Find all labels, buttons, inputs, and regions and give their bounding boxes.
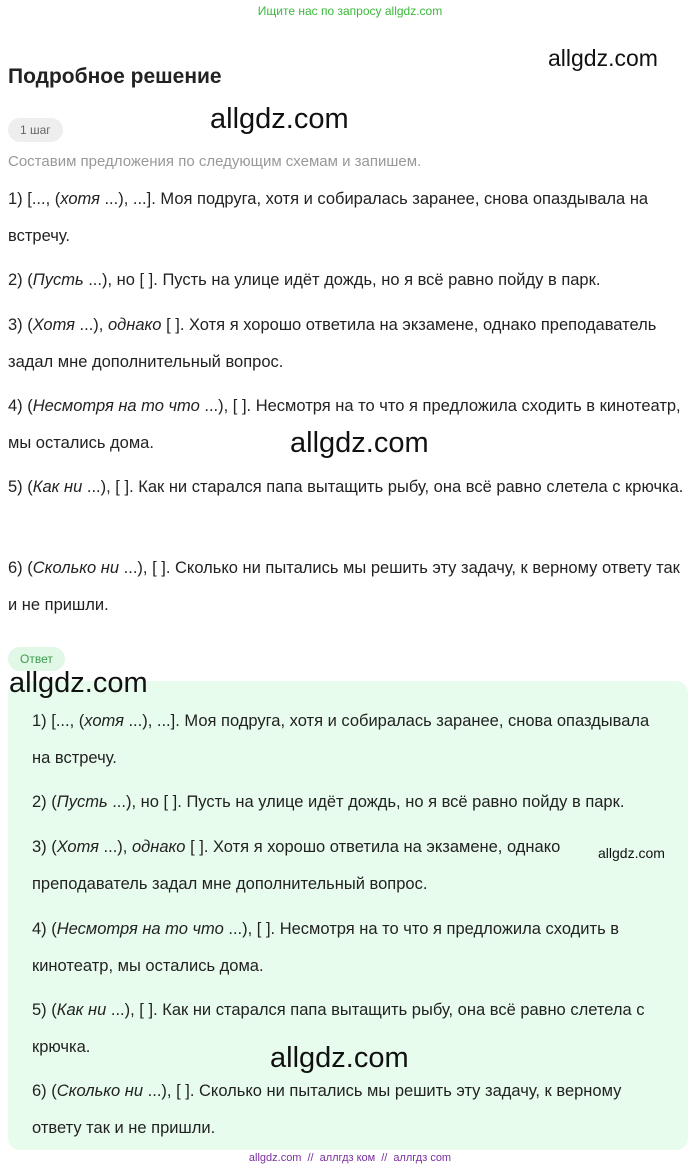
watermark: allgdz.com [210,103,349,135]
solution-item: 4) (Несмотря на то что ...), [ ]. Несмотря на то что я предложила сходить в кинотеатр, мы остались дома. [8,397,681,452]
answer-item: 4) (Несмотря на то что ...), [ ]. Несмотря на то что я предложила сходить в кинотеатр, мы остались дома. [32,920,620,975]
footer-separator: // [381,1152,388,1164]
watermark: allgdz.com [598,845,665,861]
solution-item: 6) (Сколько ни ...), [ ]. Сколько ни пытались мы решить эту задачу, к верному ответу так и не пришли. [8,559,680,614]
answer-item: 2) (Пусть ...), но [ ]. Пусть на улице идёт дождь, но я всё равно пойду в парк. [32,793,625,811]
solution-item: 2) (Пусть ...), но [ ]. Пусть на улице идёт дождь, но я всё равно пойду в парк. [8,271,601,289]
footer-link[interactable]: аллгдз com [393,1152,452,1164]
answer-badge: Ответ [8,647,65,671]
watermark: allgdz.com [270,1042,409,1074]
watermark: allgdz.com [290,427,429,459]
answer-item: 3) (Хотя ...), однако [ ]. Хотя я хорошо ответила на экзамене, однако преподаватель задал мне дополнительный вопрос. [32,838,561,893]
footer [0,1152,700,1164]
answer-item: 1) [..., (хотя ...), ...]. Моя подруга, хотя и собиралась заранее, снова опаздывала на встречу. [32,712,650,767]
answer-item: 6) (Сколько ни ...), [ ]. Сколько ни пытались мы решить эту задачу, к верному ответу так и не пришли. [32,1082,622,1137]
page-title: Подробное решение [8,65,222,88]
watermark: allgdz.com [9,667,148,699]
answer-item: 5) (Как ни ...), [ ]. Как ни старался папа вытащить рыбу, она всё равно слетела с крючка. [32,1001,645,1056]
watermark: allgdz.com [548,45,658,71]
intro-text: Составим предложения по следующим схемам и запишем. [8,153,422,170]
search-hint-banner: Ищите нас по запросу allgdz.com [257,4,443,18]
footer-link[interactable]: аллгдз ком [319,1152,376,1164]
footer-separator: // [307,1152,314,1164]
solution-item: 5) (Как ни ...), [ ]. Как ни старался папа вытащить рыбу, она всё равно слетела с крючка. [8,478,684,496]
solution-item: 3) (Хотя ...), однако [ ]. Хотя я хорошо ответила на экзамене, однако преподаватель задал мне дополнительный вопрос. [8,316,657,371]
step-badge: 1 шаг [8,118,63,142]
footer-link[interactable]: allgdz.com [248,1152,302,1164]
solution-item: 1) [..., (хотя ...), ...]. Моя подруга, хотя и собиралась заранее, снова опаздывала на встречу. [8,190,649,245]
